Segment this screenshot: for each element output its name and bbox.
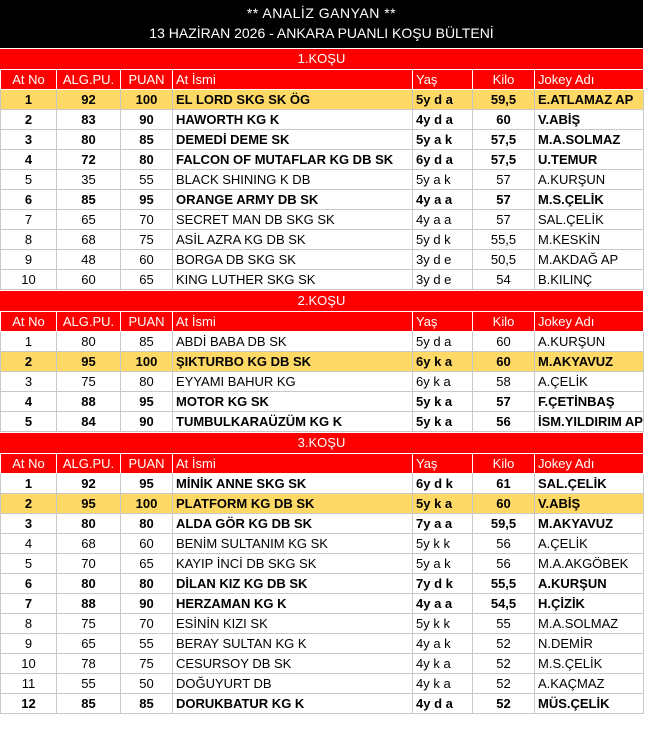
cell-kilo: 54	[473, 270, 535, 290]
cell-puan: 90	[121, 110, 173, 130]
cell-jokey: M.S.ÇELİK	[535, 654, 644, 674]
cell-at-ismi: DİLAN KIZ KG DB SK	[173, 574, 413, 594]
cell-yas: 6y d a	[413, 150, 473, 170]
cell-jokey: M.A.AKGÖBEK	[535, 554, 644, 574]
cell-at-no: 10	[1, 270, 57, 290]
cell-kilo: 57,5	[473, 150, 535, 170]
table-row	[1, 392, 644, 412]
race-table-1	[0, 69, 644, 290]
cell-jokey: N.DEMİR	[535, 634, 644, 654]
cell-at-ismi: DOĞUYURT DB	[173, 674, 413, 694]
cell-at-no: 9	[1, 250, 57, 270]
cell-jokey: H.ÇİZİK	[535, 594, 644, 614]
cell-yas: 5y d a	[413, 332, 473, 352]
column-header-alg: ALG.PU.	[57, 312, 121, 332]
race-table-3	[0, 453, 644, 714]
table-row	[1, 554, 644, 574]
cell-kilo: 52	[473, 674, 535, 694]
cell-kilo: 56	[473, 412, 535, 432]
cell-kilo: 57	[473, 170, 535, 190]
cell-at-ismi: SECRET MAN DB SKG SK	[173, 210, 413, 230]
cell-kilo: 52	[473, 654, 535, 674]
column-header-no: At No	[1, 454, 57, 474]
cell-at-no: 7	[1, 594, 57, 614]
table-row	[1, 594, 644, 614]
column-header-name: At İsmi	[173, 454, 413, 474]
cell-jokey: A.ÇELİK	[535, 372, 644, 392]
cell-puan: 65	[121, 554, 173, 574]
cell-puan: 75	[121, 654, 173, 674]
cell-at-ismi: DORUKBATUR KG K	[173, 694, 413, 714]
races-container	[0, 48, 643, 714]
cell-kilo: 60	[473, 494, 535, 514]
table-row	[1, 110, 644, 130]
cell-puan: 70	[121, 614, 173, 634]
cell-at-ismi: EL LORD SKG SK ÖG	[173, 90, 413, 110]
cell-at-no: 3	[1, 372, 57, 392]
table-row	[1, 674, 644, 694]
cell-kilo: 55,5	[473, 574, 535, 594]
cell-at-no: 3	[1, 130, 57, 150]
table-row	[1, 210, 644, 230]
cell-at-ismi: BLACK SHINING K DB	[173, 170, 413, 190]
cell-puan: 85	[121, 332, 173, 352]
cell-alg-pu: 83	[57, 110, 121, 130]
race-header-3: 3.KOŞU	[0, 432, 643, 453]
cell-puan: 80	[121, 150, 173, 170]
race-table-2	[0, 311, 644, 432]
column-header-puan: PUAN	[121, 312, 173, 332]
table-row	[1, 614, 644, 634]
cell-yas: 5y k k	[413, 534, 473, 554]
cell-jokey: A.KAÇMAZ	[535, 674, 644, 694]
cell-at-ismi: EYYAMI BAHUR KG	[173, 372, 413, 392]
cell-puan: 100	[121, 494, 173, 514]
cell-yas: 4y a a	[413, 210, 473, 230]
cell-alg-pu: 35	[57, 170, 121, 190]
race-header-1: 1.KOŞU	[0, 48, 643, 69]
cell-alg-pu: 80	[57, 332, 121, 352]
table-row	[1, 270, 644, 290]
cell-yas: 5y k k	[413, 614, 473, 634]
cell-puan: 70	[121, 210, 173, 230]
cell-yas: 7y a a	[413, 514, 473, 534]
cell-alg-pu: 80	[57, 574, 121, 594]
cell-at-ismi: BERAY SULTAN KG K	[173, 634, 413, 654]
table-row	[1, 412, 644, 432]
cell-alg-pu: 88	[57, 594, 121, 614]
cell-at-ismi: CESURSOY DB SK	[173, 654, 413, 674]
cell-at-no: 11	[1, 674, 57, 694]
cell-puan: 95	[121, 190, 173, 210]
race-header-2: 2.KOŞU	[0, 290, 643, 311]
cell-puan: 50	[121, 674, 173, 694]
cell-puan: 55	[121, 634, 173, 654]
cell-puan: 100	[121, 352, 173, 372]
cell-at-no: 2	[1, 494, 57, 514]
cell-yas: 5y k a	[413, 494, 473, 514]
cell-alg-pu: 80	[57, 514, 121, 534]
cell-at-no: 4	[1, 534, 57, 554]
cell-alg-pu: 68	[57, 230, 121, 250]
column-header-kilo: Kilo	[473, 70, 535, 90]
cell-at-no: 6	[1, 190, 57, 210]
cell-at-ismi: MOTOR KG SK	[173, 392, 413, 412]
cell-kilo: 58	[473, 372, 535, 392]
cell-alg-pu: 85	[57, 190, 121, 210]
cell-jokey: M.AKDAĞ AP	[535, 250, 644, 270]
cell-alg-pu: 92	[57, 90, 121, 110]
cell-yas: 5y a k	[413, 130, 473, 150]
cell-kilo: 52	[473, 694, 535, 714]
column-header-yas: Yaş	[413, 70, 473, 90]
column-header-kilo: Kilo	[473, 454, 535, 474]
column-header-row	[1, 454, 644, 474]
cell-yas: 5y k a	[413, 392, 473, 412]
cell-at-ismi: KAYIP İNCİ DB SKG SK	[173, 554, 413, 574]
cell-at-no: 2	[1, 110, 57, 130]
cell-jokey: V.ABİŞ	[535, 110, 644, 130]
cell-at-ismi: ORANGE ARMY DB SK	[173, 190, 413, 210]
cell-kilo: 57,5	[473, 130, 535, 150]
cell-kilo: 50,5	[473, 250, 535, 270]
cell-yas: 5y d k	[413, 230, 473, 250]
table-row	[1, 534, 644, 554]
cell-at-ismi: HERZAMAN KG K	[173, 594, 413, 614]
cell-alg-pu: 70	[57, 554, 121, 574]
cell-puan: 95	[121, 474, 173, 494]
cell-jokey: F.ÇETİNBAŞ	[535, 392, 644, 412]
cell-yas: 4y k a	[413, 654, 473, 674]
cell-alg-pu: 60	[57, 270, 121, 290]
cell-alg-pu: 85	[57, 694, 121, 714]
cell-alg-pu: 92	[57, 474, 121, 494]
cell-alg-pu: 88	[57, 392, 121, 412]
column-header-puan: PUAN	[121, 454, 173, 474]
cell-at-ismi: ESİNİN KIZI SK	[173, 614, 413, 634]
cell-alg-pu: 95	[57, 494, 121, 514]
cell-alg-pu: 65	[57, 210, 121, 230]
cell-puan: 90	[121, 594, 173, 614]
cell-kilo: 55	[473, 614, 535, 634]
column-header-row	[1, 312, 644, 332]
cell-jokey: A.KURŞUN	[535, 332, 644, 352]
cell-at-no: 5	[1, 554, 57, 574]
cell-jokey: A.KURŞUN	[535, 574, 644, 594]
cell-jokey: İSM.YILDIRIM AP	[535, 412, 644, 432]
cell-puan: 60	[121, 534, 173, 554]
cell-kilo: 55,5	[473, 230, 535, 250]
column-header-jokey: Jokey Adı	[535, 312, 644, 332]
cell-yas: 5y k a	[413, 412, 473, 432]
cell-yas: 7y d k	[413, 574, 473, 594]
cell-at-no: 12	[1, 694, 57, 714]
cell-at-ismi: DEMEDİ DEME SK	[173, 130, 413, 150]
cell-kilo: 59,5	[473, 514, 535, 534]
column-header-no: At No	[1, 70, 57, 90]
cell-puan: 85	[121, 694, 173, 714]
cell-jokey: SAL.ÇELİK	[535, 474, 644, 494]
table-row	[1, 474, 644, 494]
cell-at-ismi: MİNİK ANNE SKG SK	[173, 474, 413, 494]
page-title: ** ANALİZ GANYAN **	[246, 5, 397, 21]
table-row	[1, 494, 644, 514]
table-row	[1, 514, 644, 534]
cell-alg-pu: 95	[57, 352, 121, 372]
cell-puan: 55	[121, 170, 173, 190]
cell-alg-pu: 75	[57, 614, 121, 634]
cell-at-ismi: TUMBULKARAÜZÜM KG K	[173, 412, 413, 432]
column-header-jokey: Jokey Adı	[535, 70, 644, 90]
column-header-alg: ALG.PU.	[57, 70, 121, 90]
cell-yas: 3y d e	[413, 250, 473, 270]
cell-jokey: M.S.ÇELİK	[535, 190, 644, 210]
cell-at-no: 4	[1, 150, 57, 170]
cell-jokey: A.ÇELİK	[535, 534, 644, 554]
table-row	[1, 634, 644, 654]
column-header-row	[1, 70, 644, 90]
cell-jokey: M.KESKİN	[535, 230, 644, 250]
cell-kilo: 60	[473, 332, 535, 352]
cell-at-ismi: FALCON OF MUTAFLAR KG DB SK	[173, 150, 413, 170]
cell-at-no: 9	[1, 634, 57, 654]
cell-at-no: 3	[1, 514, 57, 534]
cell-at-ismi: ABDİ BABA DB SK	[173, 332, 413, 352]
column-header-yas: Yaş	[413, 312, 473, 332]
cell-at-no: 7	[1, 210, 57, 230]
cell-puan: 80	[121, 574, 173, 594]
table-row	[1, 574, 644, 594]
cell-kilo: 57	[473, 210, 535, 230]
cell-at-ismi: PLATFORM KG DB SK	[173, 494, 413, 514]
cell-yas: 4y a k	[413, 634, 473, 654]
table-row	[1, 150, 644, 170]
table-row	[1, 130, 644, 150]
cell-jokey: E.ATLAMAZ AP	[535, 90, 644, 110]
cell-at-ismi: ASİL AZRA KG DB SK	[173, 230, 413, 250]
table-row	[1, 372, 644, 392]
cell-at-no: 1	[1, 90, 57, 110]
cell-yas: 5y a k	[413, 170, 473, 190]
cell-puan: 60	[121, 250, 173, 270]
cell-yas: 6y k a	[413, 372, 473, 392]
cell-alg-pu: 80	[57, 130, 121, 150]
cell-at-no: 6	[1, 574, 57, 594]
cell-kilo: 56	[473, 554, 535, 574]
cell-jokey: M.A.SOLMAZ	[535, 614, 644, 634]
cell-kilo: 61	[473, 474, 535, 494]
table-row	[1, 654, 644, 674]
cell-jokey: MÜS.ÇELİK	[535, 694, 644, 714]
cell-at-no: 10	[1, 654, 57, 674]
column-header-yas: Yaş	[413, 454, 473, 474]
cell-yas: 6y k a	[413, 352, 473, 372]
column-header-no: At No	[1, 312, 57, 332]
cell-yas: 4y k a	[413, 674, 473, 694]
cell-at-no: 1	[1, 474, 57, 494]
cell-alg-pu: 72	[57, 150, 121, 170]
cell-puan: 100	[121, 90, 173, 110]
cell-at-ismi: BENİM SULTANIM KG SK	[173, 534, 413, 554]
cell-yas: 4y a a	[413, 190, 473, 210]
cell-yas: 4y d a	[413, 694, 473, 714]
table-row	[1, 250, 644, 270]
cell-kilo: 54,5	[473, 594, 535, 614]
cell-at-no: 2	[1, 352, 57, 372]
cell-puan: 85	[121, 130, 173, 150]
table-row	[1, 190, 644, 210]
table-row	[1, 230, 644, 250]
column-header-name: At İsmi	[173, 312, 413, 332]
cell-alg-pu: 55	[57, 674, 121, 694]
cell-alg-pu: 84	[57, 412, 121, 432]
page-subtitle: 13 HAZİRAN 2026 - ANKARA PUANLI KOŞU BÜLTENİ	[149, 25, 494, 41]
cell-yas: 6y d k	[413, 474, 473, 494]
table-row	[1, 90, 644, 110]
cell-jokey: U.TEMUR	[535, 150, 644, 170]
cell-kilo: 60	[473, 110, 535, 130]
cell-at-ismi: HAWORTH KG K	[173, 110, 413, 130]
cell-kilo: 59,5	[473, 90, 535, 110]
cell-kilo: 56	[473, 534, 535, 554]
cell-at-ismi: KING LUTHER SKG SK	[173, 270, 413, 290]
cell-puan: 75	[121, 230, 173, 250]
cell-at-ismi: BORGA DB SKG SK	[173, 250, 413, 270]
table-row	[1, 694, 644, 714]
cell-alg-pu: 75	[57, 372, 121, 392]
cell-jokey: M.AKYAVUZ	[535, 352, 644, 372]
cell-jokey: V.ABİŞ	[535, 494, 644, 514]
cell-at-no: 8	[1, 614, 57, 634]
cell-at-no: 1	[1, 332, 57, 352]
cell-jokey: B.KILINÇ	[535, 270, 644, 290]
cell-alg-pu: 78	[57, 654, 121, 674]
table-row	[1, 170, 644, 190]
cell-puan: 95	[121, 392, 173, 412]
cell-yas: 5y d a	[413, 90, 473, 110]
column-header-puan: PUAN	[121, 70, 173, 90]
column-header-name: At İsmi	[173, 70, 413, 90]
cell-at-no: 4	[1, 392, 57, 412]
cell-puan: 80	[121, 514, 173, 534]
table-row	[1, 332, 644, 352]
cell-puan: 65	[121, 270, 173, 290]
cell-kilo: 52	[473, 634, 535, 654]
cell-yas: 4y a a	[413, 594, 473, 614]
cell-at-no: 8	[1, 230, 57, 250]
column-header-kilo: Kilo	[473, 312, 535, 332]
cell-kilo: 57	[473, 190, 535, 210]
cell-kilo: 60	[473, 352, 535, 372]
cell-puan: 90	[121, 412, 173, 432]
cell-jokey: SAL.ÇELİK	[535, 210, 644, 230]
cell-kilo: 57	[473, 392, 535, 412]
cell-alg-pu: 68	[57, 534, 121, 554]
title-bar	[0, 0, 643, 48]
cell-yas: 4y d a	[413, 110, 473, 130]
cell-alg-pu: 65	[57, 634, 121, 654]
table-row	[1, 352, 644, 372]
cell-at-ismi: ALDA GÖR KG DB SK	[173, 514, 413, 534]
cell-at-no: 5	[1, 170, 57, 190]
cell-alg-pu: 48	[57, 250, 121, 270]
cell-yas: 5y a k	[413, 554, 473, 574]
cell-at-no: 5	[1, 412, 57, 432]
cell-jokey: M.A.SOLMAZ	[535, 130, 644, 150]
cell-jokey: M.AKYAVUZ	[535, 514, 644, 534]
cell-at-ismi: ŞIKTURBO KG DB SK	[173, 352, 413, 372]
cell-jokey: A.KURŞUN	[535, 170, 644, 190]
column-header-jokey: Jokey Adı	[535, 454, 644, 474]
cell-puan: 80	[121, 372, 173, 392]
cell-yas: 3y d e	[413, 270, 473, 290]
column-header-alg: ALG.PU.	[57, 454, 121, 474]
